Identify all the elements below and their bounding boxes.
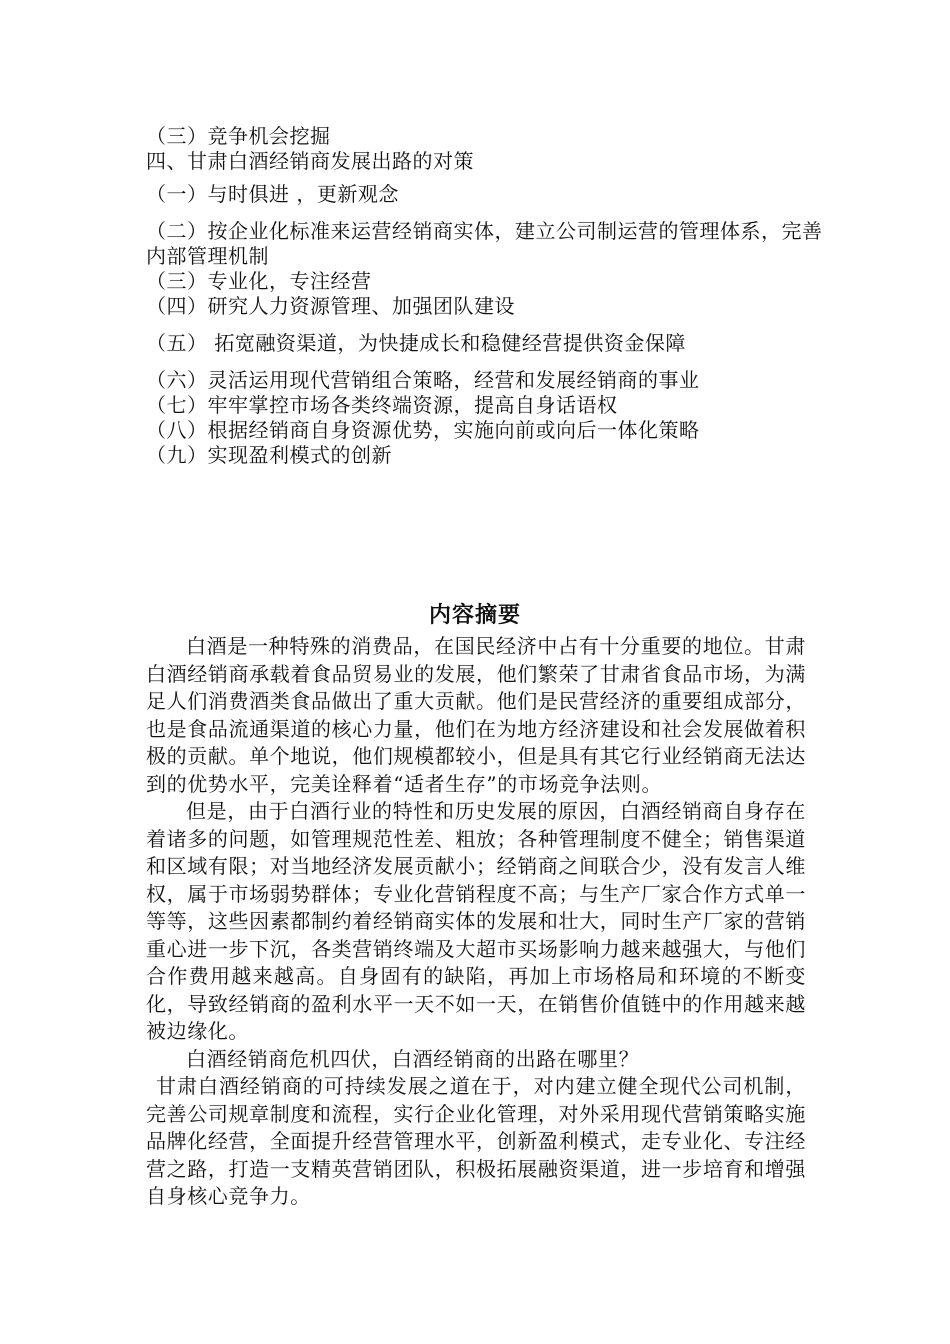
toc-item: （七）牢牢掌控市场各类终端资源，提高自身话语权 [146, 393, 618, 417]
toc-item: （六）灵活运用现代营销组合策略，经营和发展经销商的事业 [146, 368, 700, 392]
table-of-contents [146, 124, 826, 468]
abstract-paragraph: 白酒经销商危机四伏，白酒经销商的出路在哪里？ [186, 1046, 640, 1071]
abstract-title: 内容摘要 [428, 602, 521, 628]
toc-item: （三）专业化，专注经营 [146, 269, 372, 293]
abstract-paragraph: 甘肃白酒经销商的可持续发展之道在于，对内建立健全现代公司机制，完善公司规章制度和流程，实行企业化管理，对外采用现代营销策略实施品牌化经营，全面提升经营管理水平，创新盈利模式，走专业化、专注经营之路，打造一支精英营销团队，积极拓展融资渠道，进一步培育和增强自身核心竞争力。 [146, 1074, 806, 1208]
toc-item: （八）根据经销商自身资源优势，实施向前或向后一体化策略 [146, 418, 700, 442]
toc-item: 四、甘肃白酒经销商发展出路的对策 [146, 149, 474, 173]
toc-item: （四）研究人力资源管理、加强团队建设 [146, 294, 515, 318]
toc-item: （五） 拓宽融资渠道，为快捷成长和稳健经营提供资金保障 [146, 331, 686, 355]
toc-item: （一）与时俱进 ，更新观念 [146, 182, 399, 206]
abstract-body [146, 633, 806, 1211]
toc-item: （九）实现盈利模式的创新 [146, 443, 392, 467]
abstract-paragraph: 但是，由于白酒行业的特性和历史发展的原因，白酒经销商自身存在着诸多的问题，如管理规范性差、粗放；各种管理制度不健全；销售渠道和区域有限；对当地经济发展贡献小；经销商之间联合少，没有发言人维权，属于市场弱势群体；专业化营销程度不高；与生产厂家合作方式单一等等，这些因素都制约着经销商实体的发展和壮大，同时生产厂家的营销重心进一步下沉，各类营销终端及大超市买场影响力越来越强大，与他们合作费用越来越高。自身固有的缺陷，再加上市场格局和环境的不断变化，导致经销商的盈利水平一天不如一天，在销售价值链中的作用越来越被边缘化。 [146, 799, 806, 1043]
toc-item: （三）竞争机会挖掘 [146, 124, 331, 148]
toc-item: （二）按企业化标准来运营经销商实体，建立公司制运营的管理体系，完善内部管理机制 [146, 219, 823, 268]
abstract-paragraph: 白酒是一种特殊的消费品，在国民经济中占有十分重要的地位。甘肃白酒经销商承载着食品贸易业的发展，他们繁荣了甘肃省食品市场，为满足人们消费酒类食品做出了重大贡献。他们是民营经济的重要组成部分，也是食品流通渠道的核心力量，他们在为地方经济建设和社会发展做着积极的贡献。单个地说，他们规模都较小，但是具有其它行业经销商无法达到的优势水平，完美诠释着“适者生存”的市场竞争法则。 [146, 634, 806, 796]
